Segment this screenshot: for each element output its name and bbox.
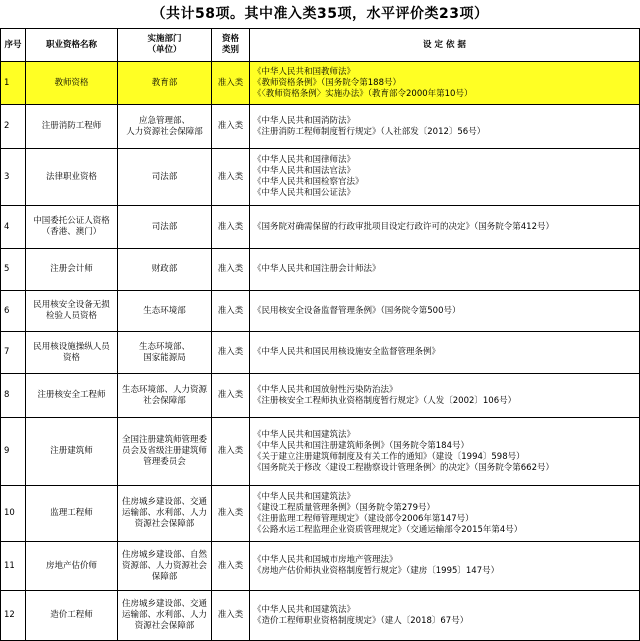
cell-dept-line: 全国注册建筑师管理委 xyxy=(121,435,207,445)
cell-basis-line: 《中华人民共和国建筑法》 xyxy=(253,491,356,502)
cell-name-line: 法律职业资格 xyxy=(45,171,97,182)
cell-name xyxy=(26,332,118,374)
cell-no: 7 xyxy=(1,332,26,374)
table-row xyxy=(1,149,640,206)
cell-type: 准入类 xyxy=(212,542,250,591)
page-title: （共计58项。其中准入类35项，水平评价类23项） xyxy=(151,6,489,22)
cell-basis-line: 《注册核安全工程师执业资格制度暂行规定》（人发〔2002〕106号） xyxy=(253,395,517,406)
cell-name-line: （香港、澳门） xyxy=(41,227,102,237)
cell-no: 6 xyxy=(1,291,26,332)
table-row xyxy=(1,374,640,418)
cell-dept-line: 司法部 xyxy=(151,171,178,182)
cell-name xyxy=(26,249,118,291)
header-type xyxy=(212,29,250,62)
cell-basis xyxy=(250,291,640,332)
cell-basis-line: 《中华人民共和国检察官法》 xyxy=(253,177,364,187)
cell-name xyxy=(26,105,118,149)
cell-dept xyxy=(118,206,212,249)
cell-basis-line: 《国务院对确需保留的行政审批项目设定行政许可的决定》（国务院令第412号） xyxy=(253,221,554,232)
table-row xyxy=(1,542,640,591)
cell-name xyxy=(26,418,118,486)
cell-name xyxy=(26,542,118,591)
cell-no: 9 xyxy=(1,418,26,486)
cell-type: 准入类 xyxy=(212,332,250,374)
cell-type: 准入类 xyxy=(212,206,250,249)
cell-no: 11 xyxy=(1,542,26,591)
cell-dept-line: 应急管理部、 xyxy=(138,115,190,126)
table-row xyxy=(1,591,640,641)
cell-name xyxy=(26,591,118,641)
cell-basis-line: 《中华人民共和国建筑法》 xyxy=(253,604,356,615)
cell-dept-line: 资源社会保障部 xyxy=(134,621,195,631)
cell-dept-line: 社会保障部 xyxy=(143,395,186,406)
header-dept-line2: （单位） xyxy=(147,45,182,55)
cell-basis-line: 《中华人民共和国建筑法》 xyxy=(253,429,356,440)
cell-name-line: 民用核安全设备无损 xyxy=(33,300,110,310)
cell-dept-line: 资源社会保障部 xyxy=(134,519,195,529)
cell-basis-line: 《中华人民共和国律师法》 xyxy=(253,155,356,165)
cell-basis-line: 《中华人民共和国民用核设施安全监督管理条例》 xyxy=(253,347,441,357)
cell-basis xyxy=(250,591,640,641)
header-name: 职业资格名称 xyxy=(26,29,118,62)
table-row xyxy=(1,291,640,332)
header-dept-line1: 实施部门 xyxy=(147,34,182,44)
cell-name-line: 注册建筑师 xyxy=(50,446,93,456)
cell-dept-line: 生态环境部、人力资源 xyxy=(121,384,207,395)
cell-basis xyxy=(250,249,640,291)
cell-basis-line: 《房地产估价师执业资格制度暂行规定》（建房〔1995〕147号） xyxy=(253,566,500,576)
cell-dept xyxy=(118,62,212,105)
cell-basis-line: 《中华人民共和国注册建筑师条例》（国务院令第184号） xyxy=(253,440,469,451)
cell-type: 准入类 xyxy=(212,486,250,542)
cell-name-line: 房地产估价师 xyxy=(45,560,97,571)
cell-no: 4 xyxy=(1,206,26,249)
cell-dept xyxy=(118,249,212,291)
cell-dept xyxy=(118,291,212,332)
cell-type: 准入类 xyxy=(212,62,250,105)
cell-type: 准入类 xyxy=(212,249,250,291)
cell-name-line: 造价工程师 xyxy=(50,610,93,620)
cell-name xyxy=(26,374,118,418)
cell-name-line: 注册核安全工程师 xyxy=(37,390,106,400)
cell-basis xyxy=(250,206,640,249)
cell-name xyxy=(26,291,118,332)
cell-dept-line: 管理委员会 xyxy=(143,457,186,467)
cell-basis xyxy=(250,149,640,206)
cell-name xyxy=(26,486,118,542)
header-basis: 设 定 依 据 xyxy=(250,29,640,62)
table-row xyxy=(1,332,640,374)
cell-dept xyxy=(118,486,212,542)
cell-dept-line: 保障部 xyxy=(151,571,178,582)
cell-basis-line: 《〈教师资格条例〉实施办法》（教育部令2000年第10号） xyxy=(253,88,473,99)
cell-basis-line: 《中华人民共和国注册会计师法》 xyxy=(253,264,381,274)
table-row xyxy=(1,62,640,105)
cell-name-line: 注册消防工程师 xyxy=(41,121,102,131)
header-no: 序号 xyxy=(1,29,26,62)
cell-dept xyxy=(118,105,212,149)
cell-dept-line: 生态环境部 xyxy=(143,305,186,316)
table-row xyxy=(1,486,640,542)
cell-no: 12 xyxy=(1,591,26,641)
cell-no: 8 xyxy=(1,374,26,418)
cell-basis-line: 《注册监理工程师管理规定》（建设部令2006年第147号） xyxy=(253,513,474,524)
cell-dept-line: 人力资源社会保障部 xyxy=(126,126,203,137)
cell-dept-line: 运输部、水利部、人力 xyxy=(121,508,207,518)
cell-type: 准入类 xyxy=(212,291,250,332)
cell-basis-line: 《中华人民共和国城市房地产管理法》 xyxy=(253,555,398,565)
cell-dept-line: 住房城乡建设部、自然 xyxy=(121,549,207,560)
cell-name-line: 检验人员资格 xyxy=(45,311,97,321)
cell-type: 准入类 xyxy=(212,105,250,149)
cell-no: 5 xyxy=(1,249,26,291)
cell-basis xyxy=(250,418,640,486)
cell-basis xyxy=(250,332,640,374)
cell-dept xyxy=(118,374,212,418)
cell-name-line: 注册会计师 xyxy=(50,264,93,274)
header-dept xyxy=(118,29,212,62)
cell-dept xyxy=(118,332,212,374)
cell-basis xyxy=(250,486,640,542)
cell-type: 准入类 xyxy=(212,591,250,641)
cell-basis xyxy=(250,374,640,418)
cell-dept-line: 住房城乡建设部、交通 xyxy=(121,497,207,507)
cell-no: 10 xyxy=(1,486,26,542)
table-row xyxy=(1,105,640,149)
header-type-line1: 资格 xyxy=(221,34,239,44)
cell-dept-line: 教育部 xyxy=(151,77,178,88)
cell-no: 3 xyxy=(1,149,26,206)
cell-basis-line: 《中华人民共和国公证法》 xyxy=(253,188,356,198)
cell-dept-line: 生态环境部、 xyxy=(138,341,190,352)
cell-dept xyxy=(118,591,212,641)
cell-dept-line: 员会及省级注册建筑师 xyxy=(121,446,207,456)
cell-name-line: 资格 xyxy=(62,352,80,363)
table-row xyxy=(1,249,640,291)
cell-name xyxy=(26,62,118,105)
cell-basis-line: 《关于建立注册建筑师制度及有关工作的通知》（建设〔1994〕598号） xyxy=(253,451,525,462)
cell-basis-line: 《中华人民共和国放射性污染防治法》 xyxy=(253,384,398,395)
header-type-line2: 类别 xyxy=(221,45,239,55)
cell-dept-line: 运输部、水利部、人力 xyxy=(121,610,207,620)
cell-dept-line: 住房城乡建设部、交通 xyxy=(121,599,207,609)
cell-basis-line: 《注册消防工程师制度暂行规定》（人社部发〔2012〕56号） xyxy=(253,126,486,137)
cell-basis-line: 《中华人民共和国法官法》 xyxy=(253,166,356,176)
cell-dept-line: 财政部 xyxy=(151,264,178,274)
cell-name-line: 中国委托公证人资格 xyxy=(33,216,110,226)
cell-type: 准入类 xyxy=(212,374,250,418)
cell-type: 准入类 xyxy=(212,149,250,206)
cell-dept xyxy=(118,542,212,591)
cell-basis-line: 《中华人民共和国教师法》 xyxy=(253,66,356,77)
cell-no: 1 xyxy=(1,62,26,105)
cell-no: 2 xyxy=(1,105,26,149)
cell-type: 准入类 xyxy=(212,418,250,486)
cell-name-line: 民用核设施操纵人员 xyxy=(33,341,110,352)
cell-dept-line: 国家能源局 xyxy=(143,352,186,363)
cell-basis-line: 《建设工程质量管理条例》（国务院令第279号） xyxy=(253,502,435,513)
cell-basis-line: 《民用核安全设备监督管理条例》（国务院令第500号） xyxy=(253,305,461,316)
cell-name xyxy=(26,149,118,206)
table-row xyxy=(1,418,640,486)
cell-basis-line: 《国务院关于修改〈建设工程勘察设计管理条例〉的决定》（国务院令第662号） xyxy=(253,462,554,473)
cell-dept-line: 资源部、人力资源社会 xyxy=(121,560,207,571)
cell-basis-line: 《造价工程师职业资格制度规定》（建人〔2018〕67号） xyxy=(253,615,469,626)
cell-dept-line: 司法部 xyxy=(151,221,178,232)
cell-basis xyxy=(250,105,640,149)
table-header-row xyxy=(1,29,640,62)
cell-dept xyxy=(118,418,212,486)
cell-basis-line: 《教师资格条例》（国务院令第188号） xyxy=(253,77,401,88)
cell-dept xyxy=(118,149,212,206)
cell-name-line: 监理工程师 xyxy=(50,508,93,518)
cell-basis xyxy=(250,542,640,591)
cell-name-line: 教师资格 xyxy=(54,77,89,88)
cell-basis-line: 《中华人民共和国消防法》 xyxy=(253,115,356,126)
qualification-table xyxy=(0,28,640,641)
cell-basis xyxy=(250,62,640,105)
table-row xyxy=(1,206,640,249)
cell-basis-line: 《公路水运工程监理企业资质管理规定》（交通运输部令2015年第4号） xyxy=(253,524,523,535)
cell-name xyxy=(26,206,118,249)
